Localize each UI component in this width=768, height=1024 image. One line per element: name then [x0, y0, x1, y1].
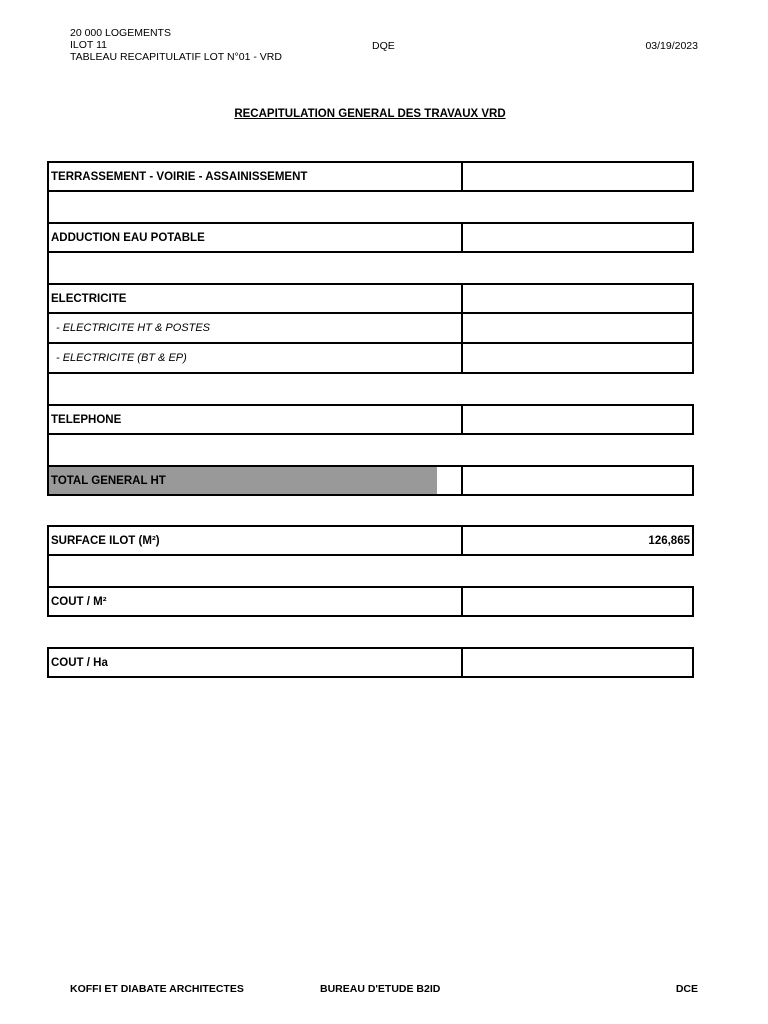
- row-value: [463, 649, 692, 676]
- row-value: [463, 344, 692, 372]
- row-gap: [47, 374, 694, 404]
- row-cout-m2: [47, 586, 694, 617]
- row-label: ELECTRICITE: [49, 285, 463, 312]
- row-electricite-ht: [47, 313, 694, 344]
- row-value: [463, 588, 692, 615]
- row-label: COUT / Ha: [49, 649, 463, 676]
- row-label: TERRASSEMENT - VOIRIE - ASSAINISSEMENT: [49, 163, 463, 190]
- row-label: SURFACE ILOT (M²): [49, 527, 463, 554]
- row-electricite: [47, 283, 694, 314]
- row-gap: [47, 435, 694, 465]
- row-terrassement: [47, 161, 694, 192]
- row-surface: [47, 525, 694, 556]
- row-value: [463, 406, 692, 433]
- ilot-name: ILOT 11: [70, 39, 107, 51]
- header-block: [70, 27, 282, 63]
- row-gap: [47, 192, 694, 222]
- row-value: [463, 224, 692, 251]
- total-label-cell: [49, 467, 463, 494]
- row-label: - ELECTRICITE HT & POSTES: [49, 314, 463, 342]
- table-subtitle: TABLEAU RECAPITULATIF LOT N°01 - VRD: [70, 51, 282, 63]
- page-title: RECAPITULATION GENERAL DES TRAVAUX VRD: [234, 108, 506, 120]
- row-label: ADDUCTION EAU POTABLE: [49, 224, 463, 251]
- row-label: TOTAL GENERAL HT: [51, 474, 166, 487]
- footer-phase: DCE: [675, 983, 698, 995]
- row-value: [463, 285, 692, 312]
- row-gap: [47, 556, 694, 586]
- row-total: [47, 465, 694, 496]
- row-value: 126,865: [648, 534, 690, 547]
- row-label: TELEPHONE: [49, 406, 463, 433]
- row-electricite-bt: [47, 343, 694, 374]
- row-gap: [47, 253, 694, 283]
- document-date: 03/19/2023: [645, 40, 698, 52]
- row-value: [463, 163, 692, 190]
- footer-bureau: BUREAU D'ETUDE B2ID: [320, 983, 441, 995]
- row-value: [463, 467, 692, 494]
- row-value: [463, 314, 692, 342]
- row-adduction: [47, 222, 694, 253]
- row-label: COUT / M²: [49, 588, 463, 615]
- footer-architects: KOFFI ET DIABATE ARCHITECTES: [70, 983, 244, 995]
- document-type: DQE: [372, 40, 395, 52]
- project-name: 20 000 LOGEMENTS: [70, 27, 171, 39]
- row-label: - ELECTRICITE (BT & EP): [49, 344, 463, 372]
- row-telephone: [47, 404, 694, 435]
- row-cout-ha: [47, 647, 694, 678]
